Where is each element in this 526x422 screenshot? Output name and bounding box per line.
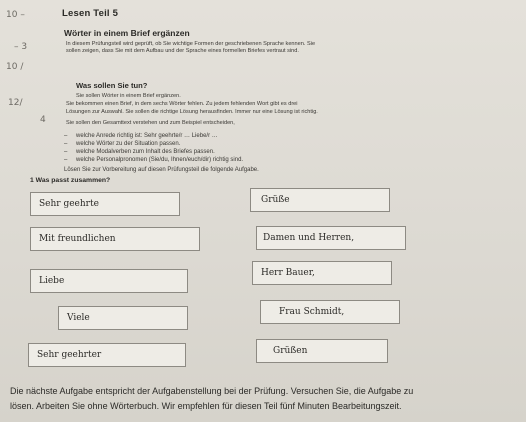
section-subtitle: Wörter in einem Brief ergänzen bbox=[64, 28, 190, 38]
phrase-box-right: Herr Bauer, bbox=[252, 261, 392, 285]
intro-line: sollen zeigen, dass Sie mit dem Aufbau und der Sprache eines formellen Briefes vertraut sind. bbox=[66, 48, 299, 54]
bullet-dash: – bbox=[64, 133, 68, 139]
task-heading: Was sollen Sie tun? bbox=[76, 81, 148, 90]
phrase-box-left: Viele bbox=[58, 306, 188, 330]
phrase-box-right: Grüße bbox=[250, 188, 390, 212]
phrase-box-left: Sehr geehrter bbox=[28, 343, 186, 367]
task-line: Sie sollen Wörter in einem Brief ergänzen. bbox=[76, 93, 181, 99]
phrase-box-left: Liebe bbox=[30, 269, 188, 293]
bullet-dash: – bbox=[64, 149, 68, 155]
bullet-item: welche Personalpronomen (Sie/du, Ihnen/euch/dir) richtig sind. bbox=[76, 157, 244, 163]
margin-note: – 3 bbox=[14, 42, 28, 52]
bullet-item: welche Modalverben zum Inhalt des Briefes passen. bbox=[76, 149, 215, 155]
margin-note: 4 bbox=[40, 115, 46, 125]
page-title: Lesen Teil 5 bbox=[62, 8, 119, 19]
phrase-box-right: Grüßen bbox=[256, 339, 388, 363]
exercise-question: 1 Was passt zusammen? bbox=[30, 177, 111, 184]
bullet-item: welche Anrede richtig ist: Sehr geehrte/r … Liebe/r … bbox=[76, 133, 218, 139]
phrase-box-left: Mit freundlichen bbox=[30, 227, 200, 251]
footer-text: lösen. Arbeiten Sie ohne Wörterbuch. Wir empfehlen für diesen Teil fünf Minuten Bearbeitungszeit. bbox=[10, 401, 402, 411]
task-line: Lösungen zur Auswahl. Sie sollen die richtige Lösung herausfinden. Immer nur eine Lösung ist richtig. bbox=[66, 109, 318, 115]
bullet-dash: – bbox=[64, 157, 68, 163]
margin-note: 10 – bbox=[6, 10, 25, 20]
bullet-item: welche Wörter zu der Situation passen. bbox=[76, 141, 181, 147]
intro-line: In diesem Prüfungsteil wird geprüft, ob Sie wichtige Formen der geschriebenen Sprache kennen. Sie bbox=[66, 41, 316, 47]
footer-text: Die nächste Aufgabe entspricht der Aufgabenstellung bei der Prüfung. Versuchen Sie, die Aufgabe zu bbox=[10, 386, 414, 396]
phrase-box-right: Damen und Herren, bbox=[256, 226, 406, 250]
margin-note: 12/ bbox=[8, 98, 23, 108]
task-line: Sie sollen den Gesamttext verstehen und zum Beispiel entscheiden, bbox=[66, 120, 235, 126]
phrase-box-right: Frau Schmidt, bbox=[260, 300, 400, 324]
margin-note: 10 / bbox=[6, 62, 24, 72]
task-line: Sie bekommen einen Brief, in dem sechs Wörter fehlen. Zu jedem fehlenden Wort gibt es drei bbox=[66, 101, 298, 107]
prep-instruction: Lösen Sie zur Vorbereitung auf diesen Prüfungsteil die folgende Aufgabe. bbox=[64, 167, 259, 173]
phrase-box-left: Sehr geehrte bbox=[30, 192, 180, 216]
bullet-dash: – bbox=[64, 141, 68, 147]
